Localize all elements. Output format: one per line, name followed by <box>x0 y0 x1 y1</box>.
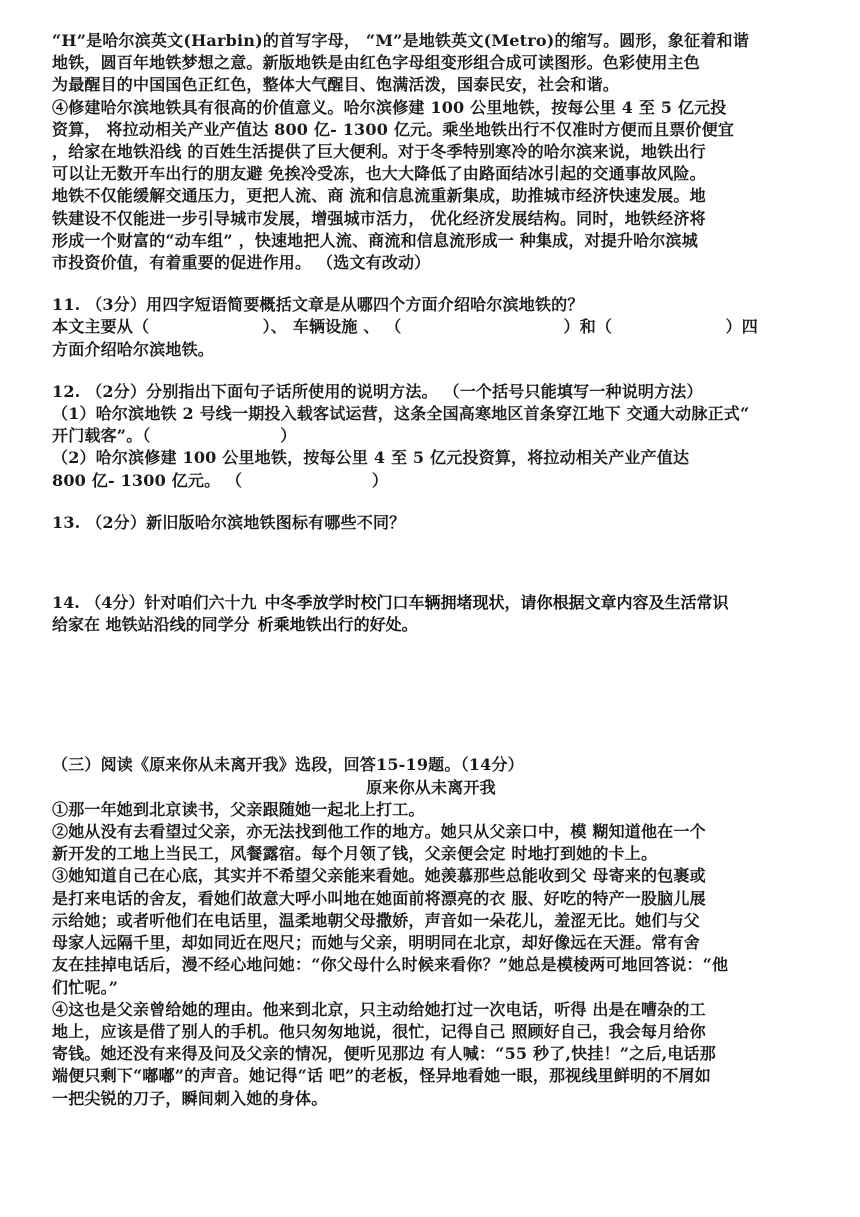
question-line: 方面介绍哈尔滨地铁。 <box>52 339 215 359</box>
passage-line: 地铁，圆百年地铁梦想之意。新版地铁是由红色字母组变形组合成可读图形。色彩使用主色 <box>52 53 701 73</box>
question-line: 本文主要从（ ）、 车辆设施 、 （ ）和（ ）四 <box>52 317 758 337</box>
question-line: 14. （4分）针对咱们六十九 <box>52 593 257 613</box>
question-line: 13. （2分）新旧版哈尔滨地铁图标有哪些不同？ <box>52 512 406 532</box>
question-line: 12. （2分）分别指出下面句子话所使用的说明方法。 （一个括号只能填写一种说明方法） <box>52 381 703 401</box>
passage-line: ②她从没有去看望过父亲，亦无法找到他工作的地方。她只从父亲口中，模 糊知道他在一个 <box>52 822 706 842</box>
passage-line: 寄钱。她还没有来得及问及父亲的情况，便听见那边 有人喊：“55 秒了,快挂！”之后,电话那 <box>52 1044 716 1064</box>
passage-line: 是打来电话的舍友，看她们故意大呼小叫地在她面前将漂亮的衣 服、好吃的特产一股脑儿展 <box>52 888 706 908</box>
section-header: （三）阅读《原来你从未离开我》选段，回答15-19题。（14分） <box>52 755 524 775</box>
question-line: 给家在 地铁站沿线的同学分 <box>52 615 250 635</box>
passage-title: 原来你从未离开我 <box>366 777 496 797</box>
section-3 <box>52 754 810 1109</box>
passage-line: ，给家在地铁沿线 的百姓生活提供了巨大便利。对于冬季特别寒冷的哈尔滨来说，地铁出行 <box>52 142 706 162</box>
question-line: 11. （3分）用四字短语简要概括文章是从哪四个方面介绍哈尔滨地铁的？ <box>52 295 584 315</box>
passage-line: 一把尖锐的刀子，瞬间刺入她的身体。 <box>52 1088 328 1108</box>
passage-line: 为最醒目的中国国色正红色，整体大气醒目、饱满活泼，国泰民安，社会和谐。 <box>52 75 620 95</box>
passage-line: 们忙呢。” <box>52 977 119 997</box>
passage-line: ③她知道自己在心底，其实并不希望父亲能来看她。她羡慕那些总能收到父 母寄来的包裹或 <box>52 866 706 886</box>
passage-line: 可以让无数开车出行的朋友避 免挨冷受冻，也大大降低了由路面结冰引起的交通事故风险。 <box>52 164 706 184</box>
passage-line: 地上，应该是借了别人的手机。他只匆匆地说，很忙，记得自己 照顾好自己，我会每月给你 <box>52 1021 706 1041</box>
question-13 <box>52 512 810 534</box>
passage-line: 新开发的工地上当民工，风餐露宿。每个月领了钱，父亲便会定 时地打到她的卡上。 <box>52 844 658 864</box>
passage-line: 母家人远隔千里，却如同近在咫尺；而她与父亲，明明同在北京，却好像远在天涯。常有舍 <box>52 933 701 953</box>
question-line: 800 亿- 1300 亿元。 （ ） <box>52 470 389 490</box>
passage-line: 地铁不仅能缓解交通压力，更把人流、商 流和信息流重新集成，助推城市经济快速发展。地 <box>52 186 706 206</box>
passage-line: ①那一年她到北京读书，父亲跟随她一起北上打工。 <box>52 799 425 819</box>
question-line: （2）哈尔滨修建 100 公里地铁，按每公里 4 至 5 亿元投资算，将拉动相关产业产值达 <box>52 448 690 468</box>
passage-line: ④这也是父亲曾给她的理由。他来到北京，只主动给她打过一次电话，听得 出是在嘈杂的工 <box>52 999 706 1019</box>
passage-line: 铁建设不仅能进一步引导城市发展，增强城市活力， 优化经济发展结构。同时，地铁经济将 <box>52 208 706 228</box>
question-11 <box>52 294 810 361</box>
passage-line: 资算， 将拉动相关产业产值达 800 亿- 1300 亿元。乘坐地铁出行不仅准时方便而且票价便宜 <box>52 119 735 139</box>
passage-harbin-metro <box>52 30 810 274</box>
passage-line: ④修建哈尔滨地铁具有很高的价值意义。哈尔滨修建 100 公里地铁，按每公里 4 至 5 亿元投 <box>52 97 727 117</box>
question-line-inserted: 析乘地铁出行的好处。 <box>257 615 418 635</box>
passage-line: 示给她；或者听他们在电话里，温柔地朝父母撒娇，声音如一朵花儿，羞涩无比。她们与父 <box>52 910 701 930</box>
passage-line: 端便只剩下“嘟嘟”的声音。她记得“话 吧”的老板，怪异地看她一眼，那视线里鲜明的不屑如 <box>52 1066 711 1086</box>
question-line: （1）哈尔滨地铁 2 号线一期投入载客试运营，这条全国高寒地区首条穿江地下 交通大动脉正式“ <box>52 404 750 424</box>
question-line-inserted: 中冬季放学时校门口车辆拥堵现状，请你根据文章内容及生活常识 <box>264 593 729 613</box>
passage-line: 形成一个财富的“动车组” ，快速地把人流、商流和信息流形成一 种集成，对提升哈尔滨城 <box>52 230 698 250</box>
question-14 <box>52 592 810 636</box>
passage-line: 市投资价值，有着重要的促进作用。 （选文有改动） <box>52 253 431 273</box>
passage-line: “H”是哈尔滨英文(Harbin)的首写字母， “M”是地铁英文(Metro)的缩写。圆形，象征着和谐 <box>52 31 749 50</box>
passage-line: 友在挂掉电话后，漫不经心地问她：“你父母什么时候来看你？”她总是模棱两可地回答说：“他 <box>52 955 729 975</box>
question-12 <box>52 381 810 492</box>
question-line: 开门载客”。（ ） <box>52 426 297 446</box>
